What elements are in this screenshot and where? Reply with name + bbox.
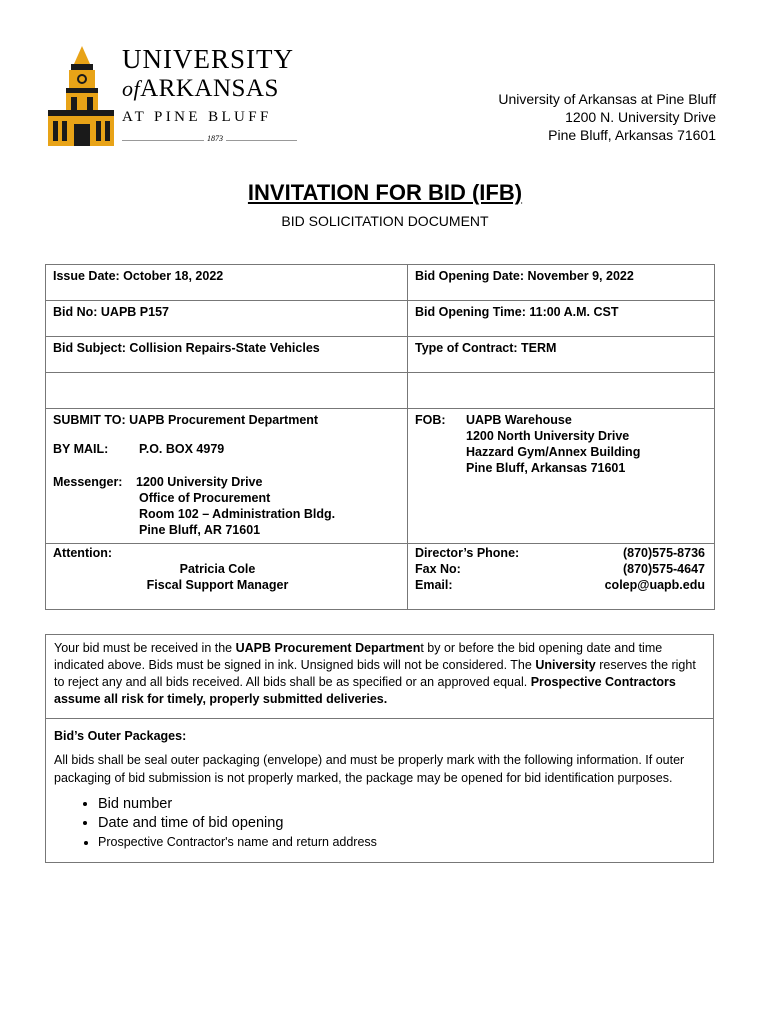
- phone-row: [415, 545, 705, 561]
- fob-line: UAPB Warehouse: [466, 413, 572, 427]
- submission-notice: Your bid must be received in the UAPB Procurement Department by or before the bid opening date and time indicated above. Bids must be signed in ink. Unsigned bids will not be considered. The University reserves the right to reject any and all bids received. All bids shall be as specified or an approved equal. Prospective Contractors assume all risk for timely, properly submitted deliveries.: [46, 635, 713, 719]
- phone-value: (870)575-8736: [622, 546, 705, 560]
- bid-subject: Bid Subject: Collision Repairs-State Vehicles: [53, 341, 320, 355]
- university-address: [498, 90, 716, 144]
- fob-line: Hazzard Gym/Annex Building: [466, 445, 641, 459]
- outer-packages-heading: Bid’s Outer Packages:: [54, 729, 187, 743]
- fob-cell: [408, 409, 715, 544]
- fob-line: 1200 North University Drive: [466, 429, 630, 443]
- attention-title: Fiscal Support Manager: [146, 578, 289, 592]
- messenger-label: Messenger:: [53, 475, 123, 489]
- logo-year: 1873: [204, 134, 226, 143]
- messenger-line: Pine Bluff, AR 71601: [139, 523, 261, 537]
- submit-to: SUBMIT TO: UAPB Procurement Department: [53, 413, 319, 427]
- empty-cell: [46, 373, 408, 409]
- address-line: 1200 N. University Drive: [565, 109, 716, 125]
- messenger-line: 1200 University Drive: [136, 475, 263, 489]
- list-item: • Prospective Contractor's name and return address: [98, 833, 706, 852]
- contract-type: Type of Contract: TERM: [415, 341, 557, 355]
- logo-line-university: UNIVERSITY: [122, 44, 294, 74]
- table-row: [46, 265, 715, 301]
- address-line: University of Arkansas at Pine Bluff: [498, 91, 716, 107]
- logo-line-pine-bluff: AT PINE BLUFF: [122, 109, 272, 125]
- issue-date-cell: [46, 265, 408, 301]
- by-mail-value: P.O. BOX 4979: [139, 442, 225, 456]
- messenger-row: [53, 474, 400, 538]
- by-mail-label: BY MAIL:: [53, 442, 109, 456]
- table-row: [46, 544, 715, 610]
- address-line: Pine Bluff, Arkansas 71601: [548, 127, 716, 143]
- outer-packages-section: [46, 719, 713, 862]
- logo-line-arkansas: ofARKANSAS: [122, 75, 279, 102]
- bid-opening-date-cell: [408, 265, 715, 301]
- messenger-line: Room 102 – Administration Bldg.: [139, 507, 336, 521]
- email-row: [415, 577, 705, 593]
- phone-label: Director’s Phone:: [415, 546, 520, 560]
- table-row: [46, 373, 715, 409]
- submit-to-cell: [46, 409, 408, 544]
- attention-name: Patricia Cole: [179, 562, 256, 576]
- issue-date: Issue Date: October 18, 2022: [53, 269, 224, 283]
- contact-cell: [408, 544, 715, 610]
- required-markings-list: [54, 795, 706, 852]
- logo-wordmark: [122, 44, 294, 143]
- email-value: colep@uapb.edu: [604, 578, 705, 592]
- bid-info-table: [45, 264, 715, 610]
- messenger-line: Office of Procurement: [139, 491, 271, 505]
- table-row: [46, 409, 715, 544]
- empty-cell: [408, 373, 715, 409]
- fax-label: Fax No:: [415, 562, 461, 576]
- table-row: [46, 301, 715, 337]
- bid-opening-date: Bid Opening Date: November 9, 2022: [415, 269, 634, 283]
- by-mail-row: [53, 441, 400, 457]
- bid-no-cell: [46, 301, 408, 337]
- list-item: • Date and time of bid opening: [98, 814, 706, 833]
- bid-subject-cell: [46, 337, 408, 373]
- list-item: • Bid number: [98, 795, 706, 814]
- bid-number: Bid No: UAPB P157: [53, 305, 169, 319]
- fob-label: FOB:: [415, 413, 446, 427]
- attention-cell: [46, 544, 408, 610]
- document-subtitle: BID SOLICITATION DOCUMENT: [281, 213, 489, 229]
- clock-tower-icon: [44, 44, 118, 148]
- bid-opening-time: Bid Opening Time: 11:00 A.M. CST: [415, 305, 619, 319]
- attention-label: Attention:: [53, 546, 113, 560]
- bid-opening-time-cell: [408, 301, 715, 337]
- document-title: INVITATION FOR BID (IFB): [247, 180, 523, 205]
- email-label: Email:: [415, 578, 453, 592]
- university-logo: [44, 44, 304, 148]
- table-row: [46, 337, 715, 373]
- fob-line: Pine Bluff, Arkansas 71601: [466, 461, 626, 475]
- outer-packages-text: All bids shall be seal outer packaging (envelope) and must be properly mark with the following information. If outer packaging of bid submission is not properly marked, the package may be opened for bid identification purposes.: [54, 753, 685, 785]
- bid-instructions-box: [45, 634, 714, 863]
- contract-type-cell: [408, 337, 715, 373]
- fax-row: [415, 561, 705, 577]
- fax-value: (870)575-4647: [622, 562, 705, 576]
